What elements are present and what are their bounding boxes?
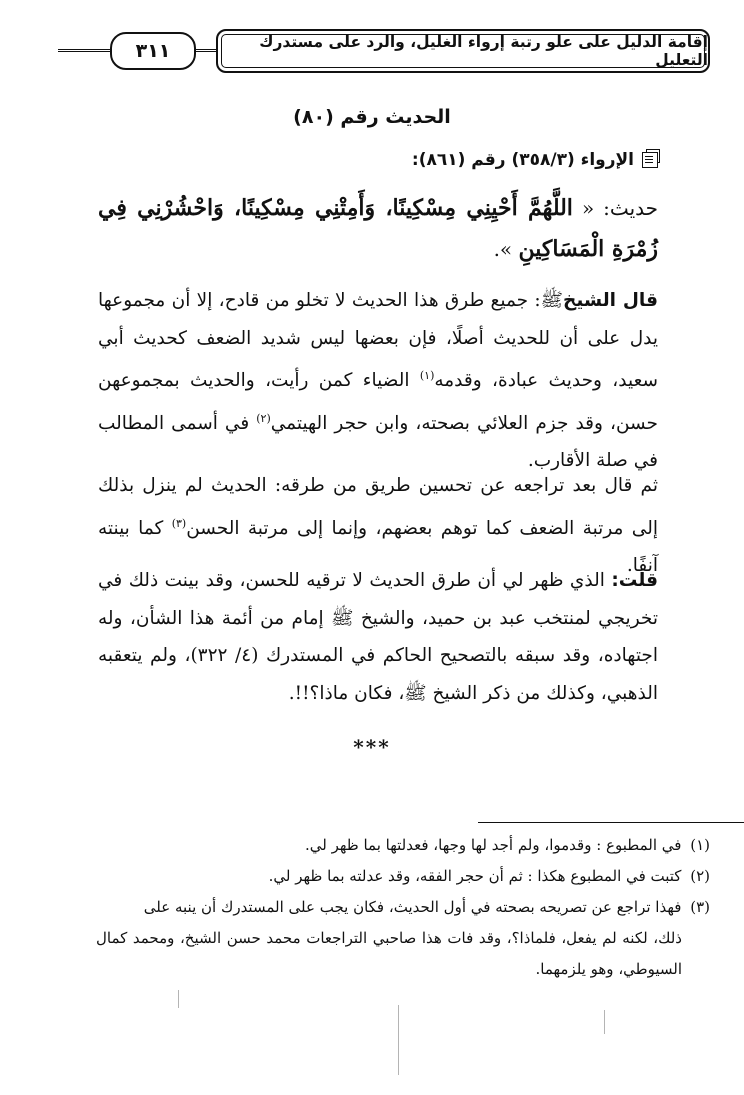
scan-mark [398,1005,399,1075]
footnotes [96,830,710,985]
paragraph-text: في أسمى المطالب في صلة الأقارب. [98,412,658,472]
footnote-rule [478,822,744,823]
paragraph-text: كما بينته آنفًا. [98,517,658,577]
hadith-suffix: ». [493,237,513,261]
paragraph-author-note [98,562,658,712]
paragraph-lead: قال الشيخ [563,290,658,311]
section-separator: *** [353,735,391,759]
footnote-ref[interactable]: (٣) [171,516,187,530]
paragraph-text: الضياء كمن رأيت، والحديث بمجموعهن حسن، وقد جزم العلائي بصحته، وابن حجر الهيتمي [98,370,658,434]
scan-mark [178,990,179,1008]
footnote-number: (١) [690,836,710,854]
footnote-2 [96,861,710,892]
hadith-heading: الحديث رقم (٨٠) [293,106,451,128]
document-icon [642,152,658,168]
footnote-3-continuation: ذلك، لكنه لم يفعل، فلماذا؟، وقد فات هذا صاحبي التراجعات محمد حسن الشيخ، ومحمد كمال السيوطي، وهو يلزمهما. [96,929,682,978]
footnote-ref[interactable]: (٢) [256,411,271,425]
paragraph-text: : جميع طرق هذا الحديث لا تخلو من قادح، إلا أن مجموعها يدل على أن للحديث أصلًا، فإن بعضها ليس شديد الضعف كحديث أبي سعيد، وحديث عبادة، وقدمه [98,290,658,392]
paragraph-lead: قلت: [611,570,658,591]
running-title: إقامة الدليل على علو رتبة إرواء الغليل، والرد على مستدرك التعليل [216,29,710,73]
footnote-text: في المطبوع : وقدموا، ولم أجد لها وجها، فعدلتها بما ظهر لي. [304,836,682,854]
footnote-1 [96,830,710,861]
footnote-text: فهذا تراجع عن تصريحه بصحته في أول الحديث، فكان يجب على المستدرك أن ينبه على [143,898,682,916]
irwa-reference-text: الإرواء (٣٥٨/٣) رقم (٨٦١): [411,150,634,170]
paragraph-text: الذي ظهر لي أن طرق الحديث لا ترقيه للحسن، وقد بينت ذلك في تخريجي لمنتخب عبد بن حميد، والشيخ ﷺ إمام من أئمة هذا الشأن، وله اجتهاده، وقد سبقه بالتصحيح الحاكم في المستدرك (٤/ ٣٢٢)، ولم يتعقبه الذهبي، وكذلك من ذكر الشيخ ﷺ، فكان ماذا؟!!. [98,570,658,704]
scan-mark [604,1010,605,1034]
footnote-number: (٢) [690,867,710,885]
paragraph-shaykh [98,282,658,480]
page-number: ٣١١ [110,32,196,70]
honorific: ﷺ [540,290,563,311]
footnote-number: (٣) [690,898,710,916]
paragraph-text: ثم قال بعد تراجعه عن تحسين طريق من طرقه: الحديث لم ينزل بذلك إلى مرتبة الضعف كما توهم بعضهم، وإنما إلى مرتبة الحسن [98,475,658,539]
irwa-reference [412,150,658,170]
footnote-3 [96,892,710,923]
footnote-ref[interactable]: (١) [419,369,435,382]
hadith-quote: اللَّهُمَّ أَحْيِنِي مِسْكِينًا، وَأَمِتْنِي مِسْكِينًا، وَاحْشُرْنِي فِي زُمْرَةِ الْمَسَاكِينِ [98,195,658,262]
hadith-text [98,188,658,270]
footnote-text: كتبت في المطبوع هكذا : ثم أن حجر الفقه، وقد عدلته بما ظهر لي. [268,867,682,885]
hadith-prefix: حديث: « [581,196,658,220]
